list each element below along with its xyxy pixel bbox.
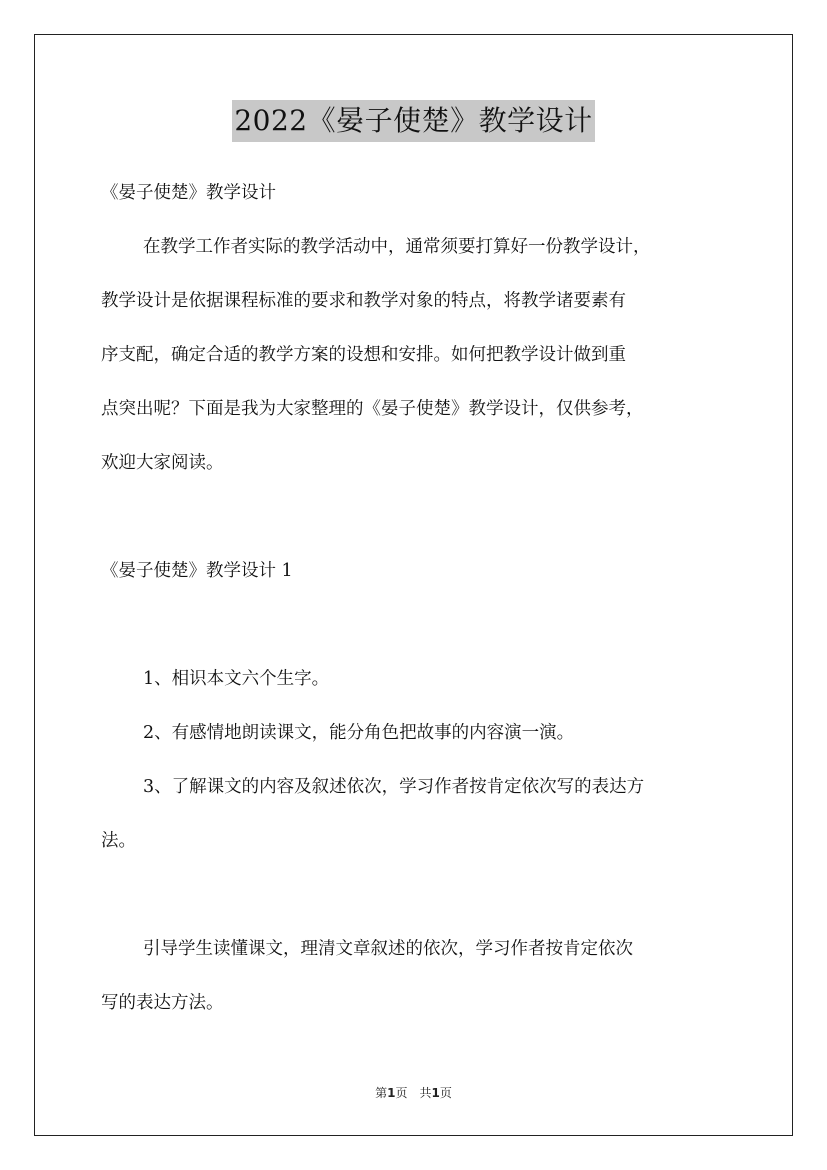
intro-line: 在教学工作者实际的教学活动中，通常须要打算好一份教学设计，: [143, 237, 651, 257]
goal-item: 3、了解课文的内容及叙述依次，学习作者按肯定依次写的表达方: [143, 777, 645, 797]
spacer: [101, 698, 741, 714]
goal-item: 2、有感情地朗读课文，能分角色把故事的内容演一演。: [143, 723, 575, 743]
intro-line: 教学设计是依据课程标准的要求和教学对象的特点，将教学诸要素有: [101, 291, 626, 311]
page-suffix: 页: [395, 1086, 408, 1100]
intro-line: 点突出呢？下面是我为大家整理的《晏子使楚》教学设计，仅供参考，: [101, 399, 644, 419]
page-number: 1: [387, 1086, 396, 1100]
spacer: [101, 860, 741, 914]
goals-list: [101, 660, 741, 860]
focus-line: 写的表达方法。: [101, 993, 224, 1013]
spacer: [101, 968, 741, 984]
focus-paragraph: [101, 930, 741, 1022]
intro-paragraph: [101, 228, 741, 482]
spacer: [101, 806, 741, 822]
spacer: [101, 428, 741, 444]
document-subtitle: 《晏子使楚》教学设计: [101, 183, 276, 203]
total-prefix: 共: [419, 1086, 432, 1100]
document-title: 2022《晏子使楚》教学设计: [232, 100, 594, 142]
page-footer: [0, 1084, 827, 1101]
spacer: [101, 590, 741, 644]
spacer: [101, 498, 741, 552]
total-pages: 1: [431, 1086, 440, 1100]
intro-line: 欢迎大家阅读。: [101, 453, 224, 473]
section-heading: 《晏子使楚》教学设计 1: [101, 561, 293, 581]
spacer: [101, 644, 741, 660]
document-body: [101, 174, 741, 1022]
intro-line: 序支配，确定合适的教学方案的设想和安排。如何把教学设计做到重: [101, 345, 626, 365]
page-prefix: 第: [375, 1086, 388, 1100]
spacer: [101, 212, 741, 228]
focus-line: 引导学生读懂课文，理清文章叙述的依次，学习作者按肯定依次: [143, 939, 633, 959]
goal-item-continued: 法。: [101, 831, 136, 851]
spacer: [101, 374, 741, 390]
goal-item: 1、相识本文六个生字。: [143, 669, 330, 689]
spacer: [101, 266, 741, 282]
spacer: [101, 752, 741, 768]
total-suffix: 页: [439, 1086, 452, 1100]
spacer: [101, 320, 741, 336]
title-container: [0, 100, 827, 142]
spacer: [101, 914, 741, 930]
